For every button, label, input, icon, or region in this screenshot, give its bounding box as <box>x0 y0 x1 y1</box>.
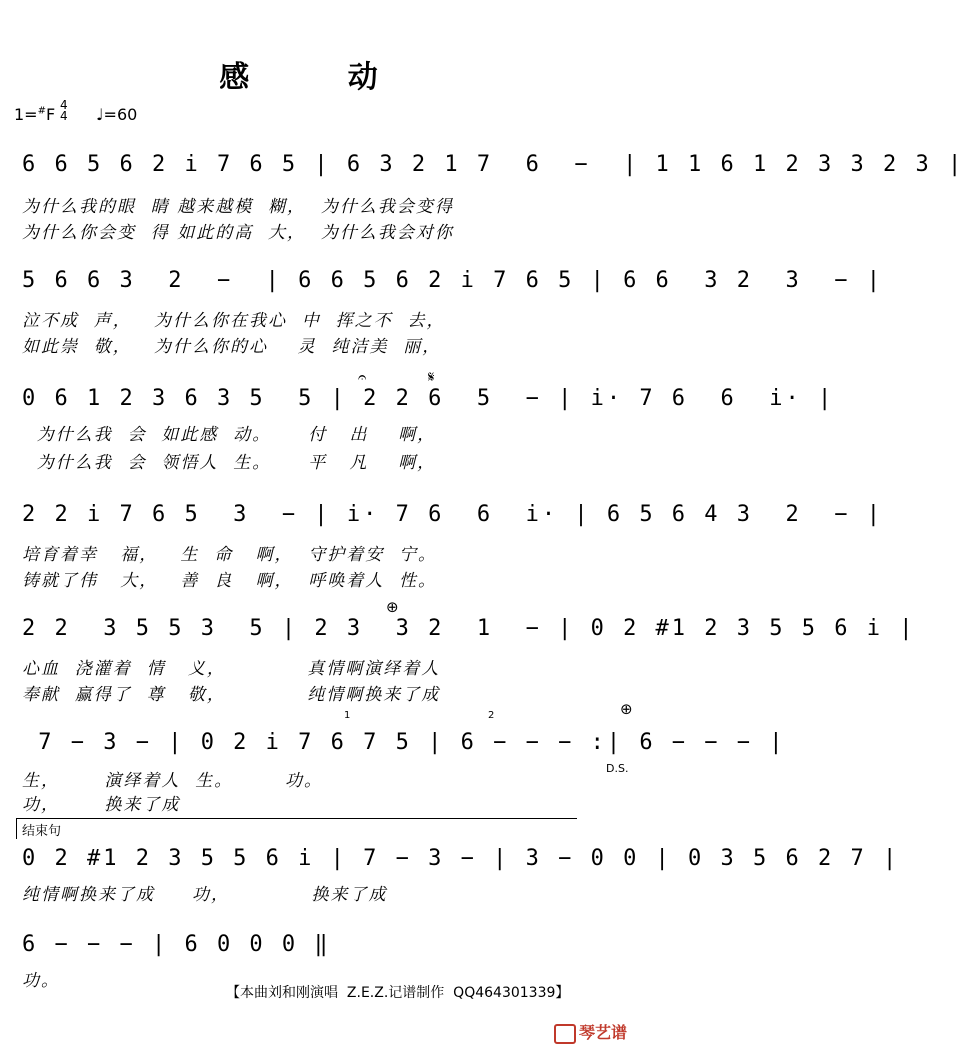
lyric-line-2a: 泣不成 声， 为什么你在我心 中 挥之不 去， <box>22 311 446 331</box>
lyric-line-1a: 为什么我的眼 睛 越来越模 糊， 为什么我会变得 <box>22 197 454 217</box>
coda-icon: ⊕ <box>386 598 399 616</box>
notation-line-4: 2 2 i 7 6 5 3 − | i· 7 6 6 i· | 6 5 6 4 3 2 − | <box>22 502 883 527</box>
quarter-note-icon: ♩ <box>96 105 104 124</box>
lyric-line-5b: 奉献 赢得了 尊 敬， 纯情啊换来了成 <box>22 685 441 705</box>
lyric-line-6b: 功， 换来了成 <box>22 795 181 815</box>
lyric-line-8a: 功。 <box>22 971 60 991</box>
logo-text: 琴艺谱 <box>579 1023 628 1042</box>
coda-end-icon: ⊕ <box>620 700 633 718</box>
lyric-line-5a: 心血 浇灌着 情 义， 真情啊演绎着人 <box>22 659 441 679</box>
volta-1-label: 1 <box>344 710 351 721</box>
notation-line-2: 5 6 6 3 2 − | 6 6 5 6 2 i 7 6 5 | 6 6 3 2 3 − | <box>22 268 883 293</box>
notation-line-5: 2 2 3 5 5 3 5 | 2 3 3 2 1 − | 0 2 #1 2 3 5 5 6 i | <box>22 616 916 641</box>
dal-segno-label: D.S. <box>606 762 629 775</box>
volta-2-label: 2 <box>488 710 495 721</box>
lyric-line-2b: 如此崇 敬， 为什么你的心 灵 纯洁美 丽， <box>22 337 442 357</box>
site-logo <box>554 1020 627 1044</box>
credit-line: 【本曲刘和刚演唱 Z.E.Z.记谱制作 QQ464301339】 <box>226 985 570 1001</box>
segno-icon: 𝄋 <box>428 368 435 386</box>
notation-line-3: 0 6 1 2 3 6 3 5 5 | 2 2 6 5 − | i· 7 6 6 i· | <box>22 386 835 411</box>
notation-line-6: 7 − 3 − | 0 2 i 7 6 7 5 | 6 − − − :| 6 − − − | <box>22 730 786 755</box>
notation-line-8: 6 − − − | 6 0 0 0 ‖ <box>22 932 331 957</box>
logo-icon <box>554 1024 576 1044</box>
key-sharp: # <box>37 105 46 117</box>
lyric-line-3a: 为什么我 会 如此感 动。 付 出 啊， <box>22 425 437 445</box>
lyric-line-1b: 为什么你会变 得 如此的高 大， 为什么我会对你 <box>22 223 454 243</box>
time-signature <box>60 100 68 122</box>
key-signature <box>14 105 55 124</box>
ending-label: 结束句 <box>22 824 62 839</box>
lyric-line-6a: 生， 演绎着人 生。 功。 <box>22 771 324 791</box>
lyric-line-4a: 培育着幸 福， 生 命 啊， 守护着安 宁。 <box>22 545 438 565</box>
lyric-line-7a: 纯情啊换来了成 功， 换来了成 <box>22 885 388 905</box>
meter-top: 4 <box>60 98 68 112</box>
key-note: F <box>45 105 56 124</box>
ending-bracket <box>16 818 577 839</box>
meter-bottom: 4 <box>60 109 68 123</box>
tempo-value: =60 <box>103 105 138 124</box>
key-prefix: 1= <box>14 105 38 124</box>
lyric-line-4b: 铸就了伟 大， 善 良 啊， 呼唤着人 性。 <box>22 571 438 591</box>
fermata-icon: 𝄐 <box>358 368 367 386</box>
lyric-line-3b: 为什么我 会 领悟人 生。 平 凡 啊， <box>22 453 437 473</box>
song-title: 感 动 <box>219 60 422 95</box>
notation-line-7: 0 2 #1 2 3 5 5 6 i | 7 − 3 − | 3 − 0 0 | 0 3 5 6 2 7 | <box>22 846 900 871</box>
tempo-marking <box>96 105 137 124</box>
notation-line-1: 6 6 5 6 2 i 7 6 5 | 6 3 2 1 7 6 − | 1 1 6 1 2 3 3 2 3 | <box>22 152 964 177</box>
